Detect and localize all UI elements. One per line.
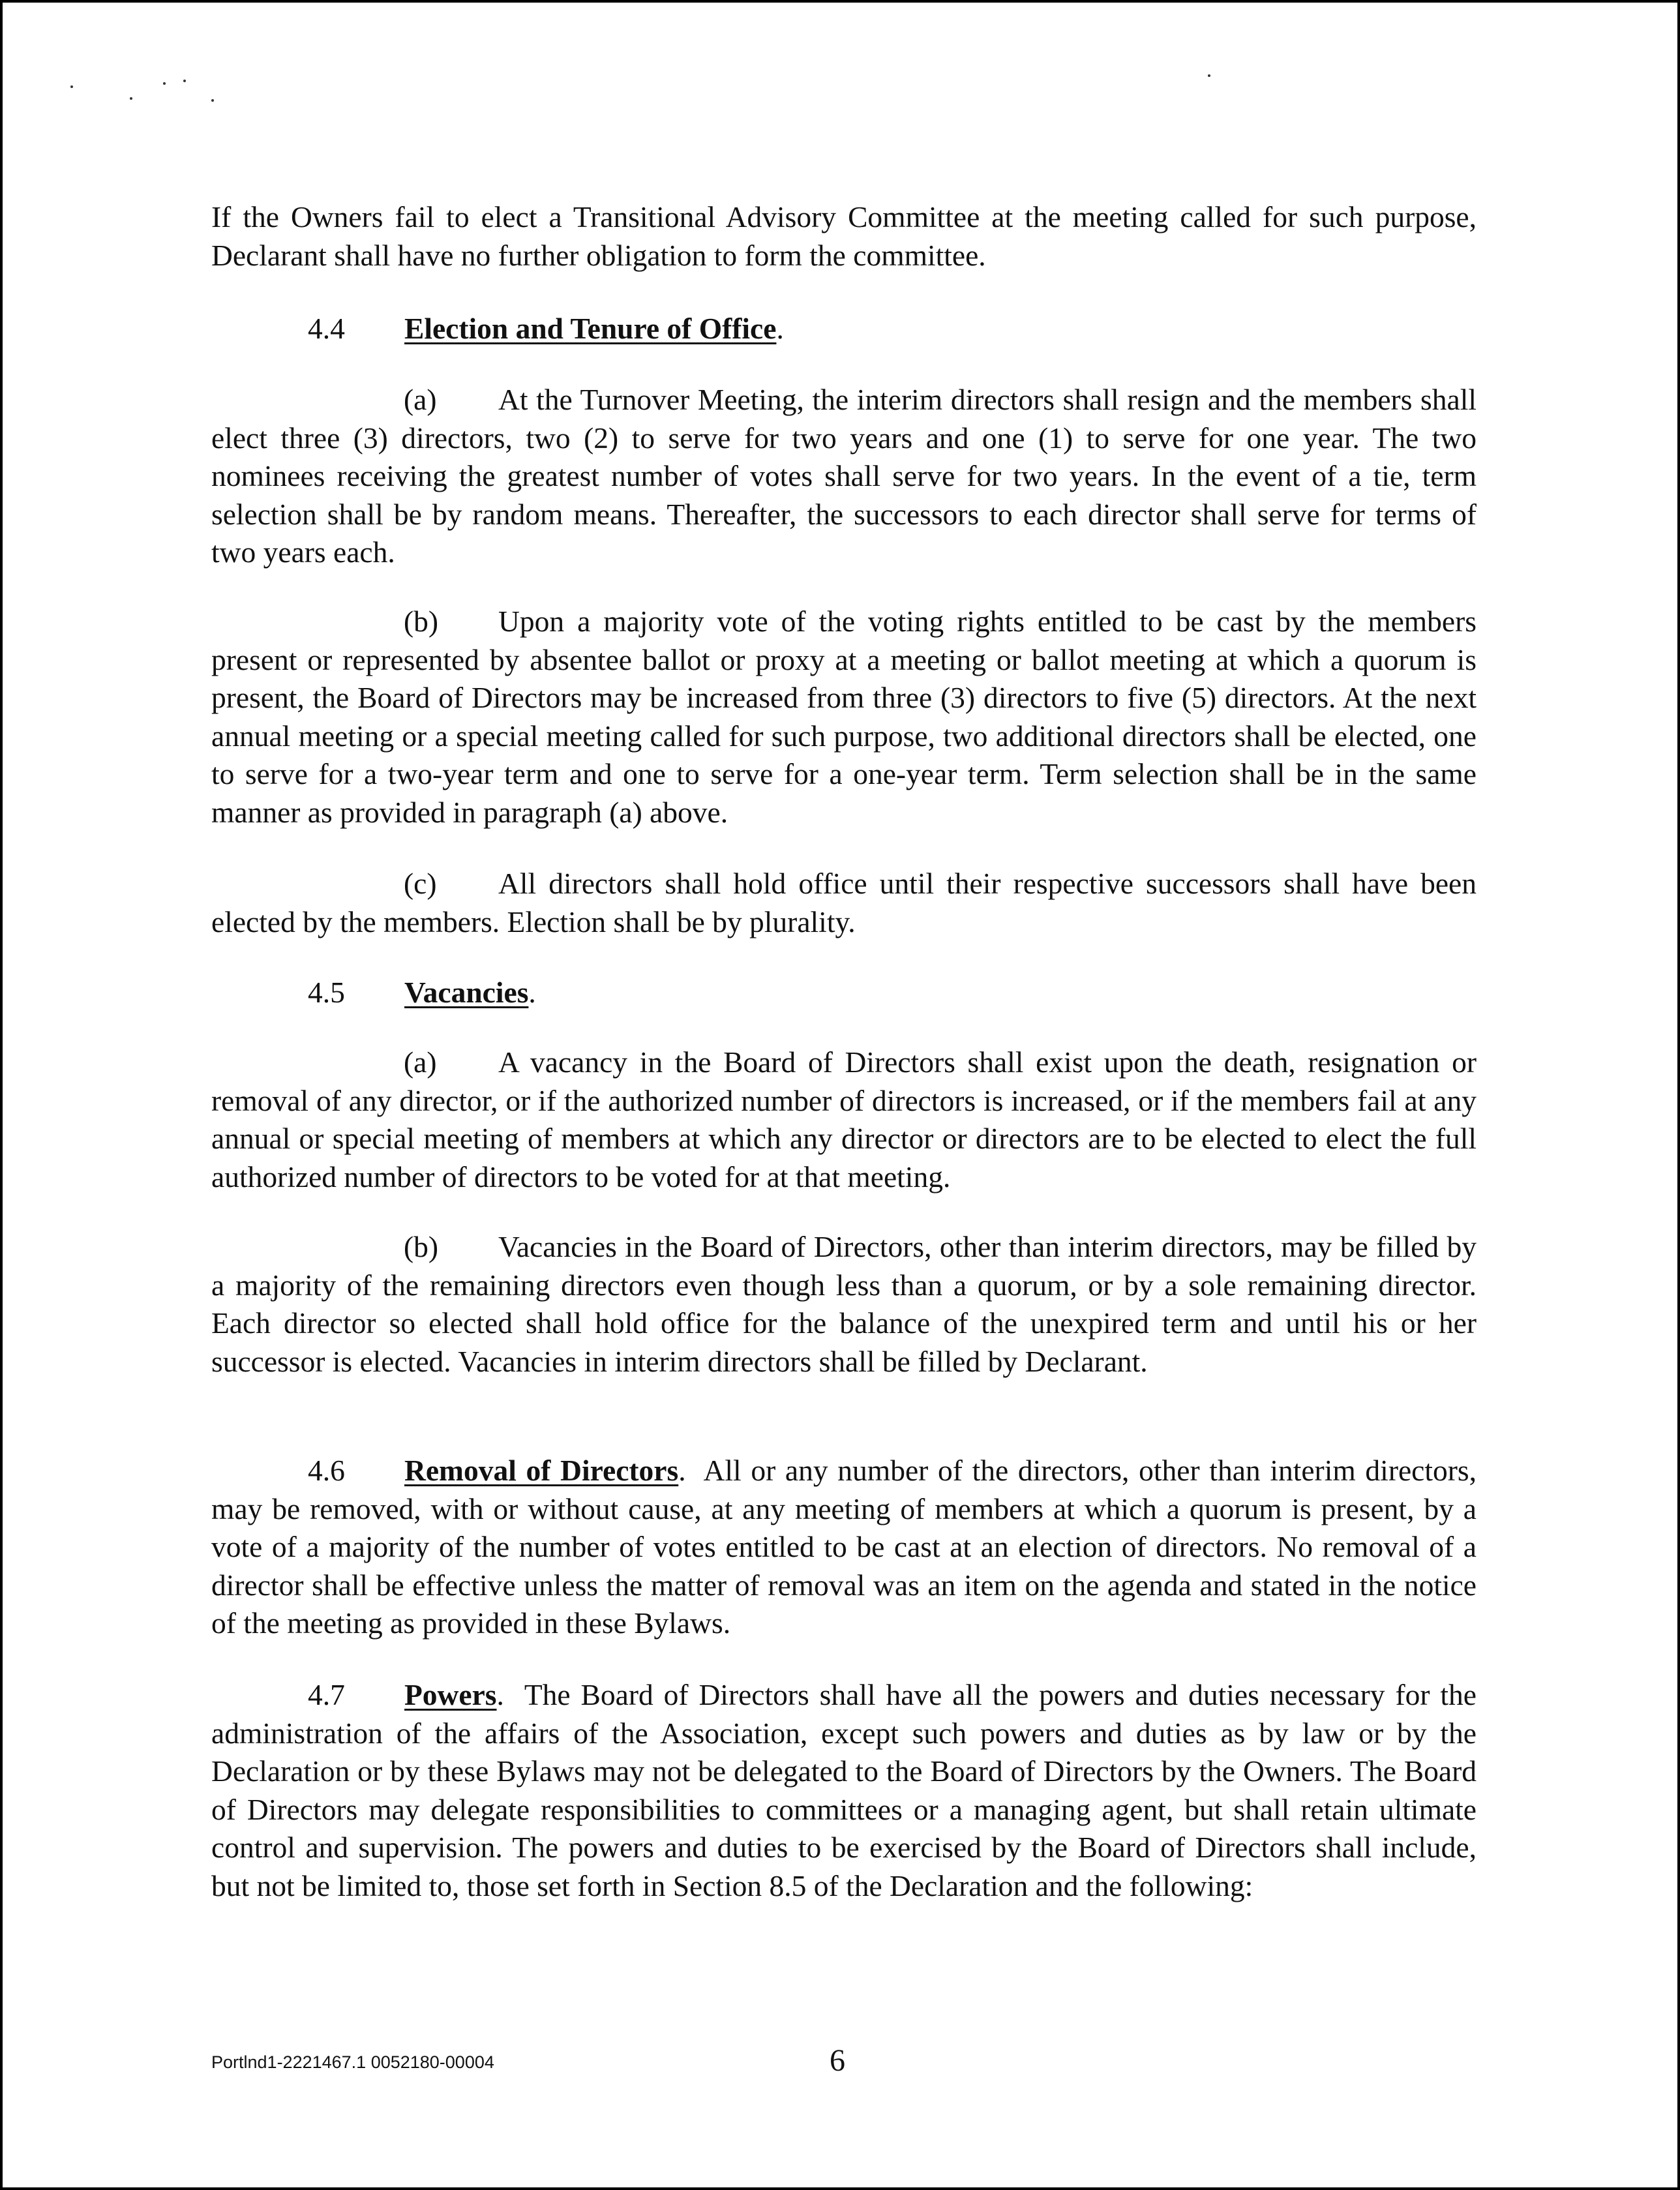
scan-speck bbox=[183, 80, 186, 82]
section-number: 4.5 bbox=[308, 976, 345, 1009]
section-4-5-b bbox=[211, 1228, 1477, 1381]
section-4-7: 4.7 Powers. The Board of Directors shall have all the powers and duties necessary for the administration of the affairs of the Association, except such powers and duties as by law or by the Declaration or by these Bylaws may not be delegated to the Board of Directors by the Owners. The Board of Directors may delegate responsibilities to committees or a managing agent, but shall retain ultimate control and supervision. The powers and duties to be exercised by the Board of Directors shall include, but not be limited to, those set forth in Section 8.5 of the Declaration and the following: bbox=[211, 1676, 1477, 1905]
subsection-text: At the Turnover Meeting, the interim directors shall resign and the members shall elect three (3) directors, two (2) to serve for two years and one (1) to serve for one year. The two nominees receiving the greatest number of votes shall serve for two years. In the event of a tie, term selection shall be by random means. Thereafter, the successors to each director shall serve for terms of two years each. bbox=[211, 383, 1477, 569]
scan-speck bbox=[211, 99, 214, 102]
section-title: Removal of Directors bbox=[404, 1454, 679, 1487]
subsection-label: (a) bbox=[404, 383, 437, 416]
section-4-5-a bbox=[211, 1043, 1477, 1196]
section-4-4-a bbox=[211, 381, 1477, 572]
section-title: Election and Tenure of Office bbox=[404, 312, 777, 345]
page-number: 6 bbox=[830, 2043, 845, 2078]
intro-paragraph: If the Owners fail to elect a Transitional Advisory Committee at the meeting called for such purpose, Declarant shall have no further obligation to form the committee. bbox=[211, 200, 1477, 272]
section-text: All or any number of the directors, other than interim directors, may be removed, with or without cause, at any meeting of members at which a quorum is present, by a vote of a majority of the number of votes entitled to be cast at an election of directors. No removal of a director shall be effective unless the matter of removal was an item on the agenda and stated in the notice of the meeting as provided in these Bylaws. bbox=[211, 1454, 1477, 1640]
subsection-label: (c) bbox=[404, 867, 437, 900]
section-4-4-heading: 4.4 Election and Tenure of Office. bbox=[308, 310, 784, 348]
section-4-5-heading: 4.5 Vacancies. bbox=[308, 974, 536, 1012]
section-number: 4.6 bbox=[308, 1454, 345, 1487]
subsection-label: (b) bbox=[404, 605, 439, 638]
section-number: 4.7 bbox=[308, 1678, 345, 1711]
section-4-6: 4.6 Removal of Directors. All or any number of the directors, other than interim directors, may be removed, with or without cause, at any meeting of members at which a quorum is present, by a vote of a majority of the number of votes entitled to be cast at an election of directors. No removal of a director shall be effective unless the matter of removal was an item on the agenda and stated in the notice of the meeting as provided in these Bylaws. bbox=[211, 1452, 1477, 1643]
section-title: Vacancies bbox=[404, 976, 529, 1009]
document-id: Portlnd1-2221467.1 0052180-00004 bbox=[211, 2052, 494, 2072]
subsection-label: (b) bbox=[404, 1230, 439, 1263]
section-title: Powers bbox=[404, 1678, 497, 1711]
section-text: The Board of Directors shall have all the powers and duties necessary for the administration of the affairs of the Association, except such powers and duties as by law or by the Declaration or by these Bylaws may not be delegated to the Board of Directors by the Owners. The Board of Directors may delegate responsibilities to committees or a managing agent, but shall retain ultimate control and supervision. The powers and duties to be exercised by the Board of Directors shall include, but not be limited to, those set forth in Section 8.5 of the Declaration and the following: bbox=[211, 1678, 1477, 1902]
subsection-text: All directors shall hold office until their respective successors shall have been elected by the members. Election shall be by plurality. bbox=[211, 867, 1477, 938]
section-number: 4.4 bbox=[308, 312, 345, 345]
section-4-4-b bbox=[211, 603, 1477, 832]
subsection-text: A vacancy in the Board of Directors shall exist upon the death, resignation or removal of any director, or if the authorized number of directors is increased, or if the members fail at any annual or special meeting of members at which any director or directors are to be elected to elect the full authorized number of directors to be voted for at that meeting. bbox=[211, 1045, 1477, 1193]
section-4-4-c bbox=[211, 865, 1477, 941]
scan-speck bbox=[1208, 74, 1210, 77]
subsection-label: (a) bbox=[404, 1045, 437, 1079]
subsection-text: Vacancies in the Board of Directors, other than interim directors, may be filled by a majority of the remaining directors even though less than a quorum, or by a sole remaining director. Each director so elected shall hold office for the balance of the unexpired term and until his or her successor is elected. Vacancies in interim directors shall be filled by Declarant. bbox=[211, 1230, 1477, 1378]
scan-speck bbox=[130, 97, 132, 100]
scan-speck bbox=[163, 82, 166, 85]
subsection-text: Upon a majority vote of the voting rights entitled to be cast by the members present or represented by absentee ballot or proxy at a meeting or ballot meeting at which a quorum is present, the Board of Directors may be increased from three (3) directors to five (5) directors. At the next annual meeting or a special meeting called for such purpose, two additional directors shall be elected, one to serve for a two-year term and one to serve for a one-year term. Term selection shall be in the same manner as provided in paragraph (a) above. bbox=[211, 605, 1477, 829]
scan-speck bbox=[70, 85, 73, 88]
